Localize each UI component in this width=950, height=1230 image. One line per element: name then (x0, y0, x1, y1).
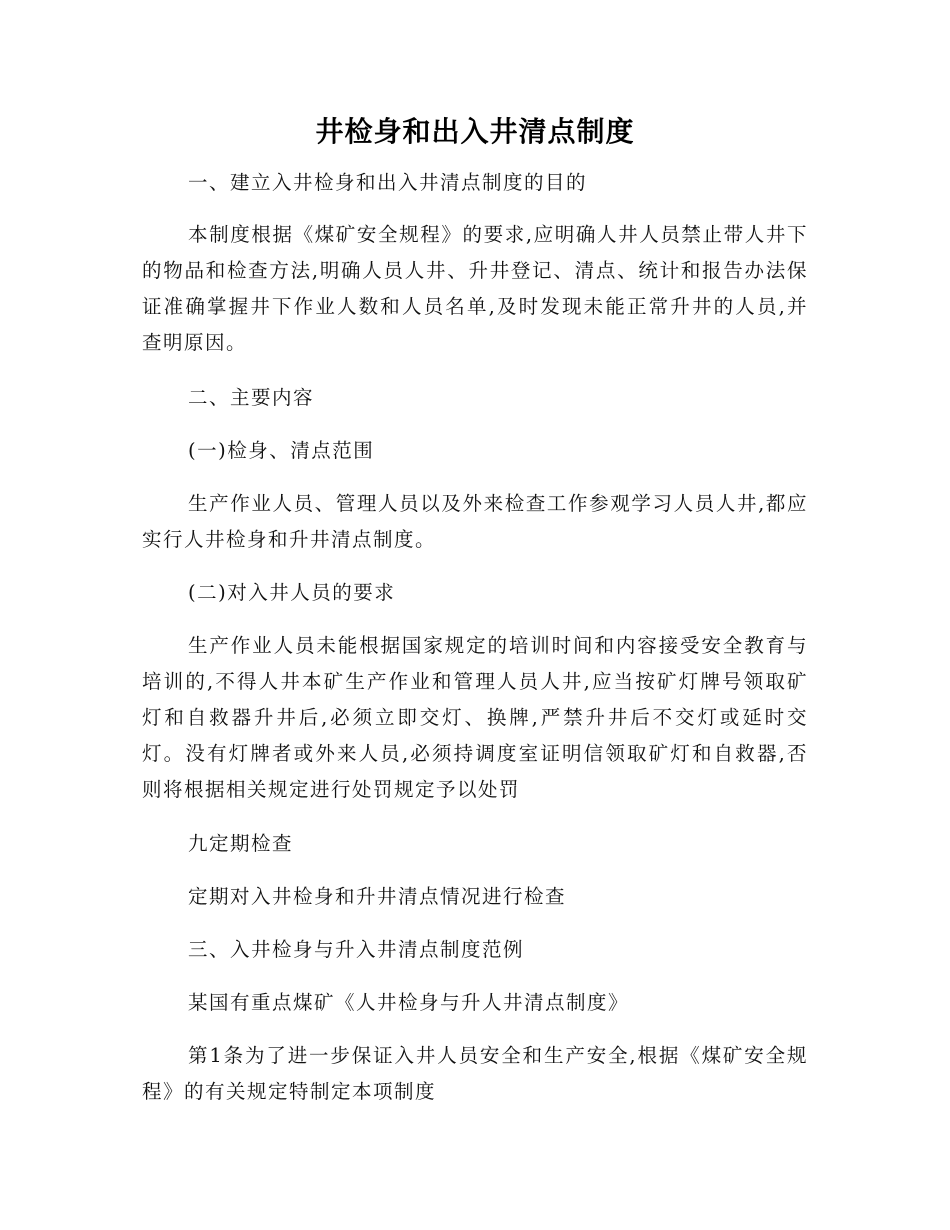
document-title: 井检身和出入井清点制度 (315, 115, 635, 148)
subheading-scope: (一)检身、清点范围 (188, 439, 375, 462)
subheading-periodic-check: 九定期检查 (188, 832, 294, 855)
section-heading-main-content: 二、主要内容 (188, 386, 315, 409)
section-heading-purpose: 一、建立入井检身和出入井清点制度的目的 (188, 171, 588, 194)
section-heading-example: 三、入井检身与升入井清点制度范例 (188, 938, 525, 961)
paragraph-example-title: 某国有重点煤矿《人井检身与升人井清点制度》 (188, 991, 630, 1014)
paragraph-requirements-body: 生产作业人员未能根据国家规定的培训时间和内容接受安全教育与培训的,不得人井本矿生产作业和管理人员人井,应当按矿灯牌号领取矿灯和自救器升井后,必须立即交灯、换牌,严禁升井后不交灯或延时交灯。没有灯牌者或外来人员,必须持调度室证明信领取矿灯和自救器,否则将根据相关规定进行处罚规定予以处罚 (142, 634, 808, 801)
paragraph-periodic-check-body: 定期对入井检身和升井清点情况进行检查 (188, 885, 567, 908)
paragraph-purpose-body: 本制度根据《煤矿安全规程》的要求,应明确人井人员禁止带人井下的物品和检查方法,明确人员人井、升井登记、清点、统计和报告办法保证准确掌握井下作业人数和人员名单,及时发现未能正常升井的人员,并查明原因。 (142, 223, 808, 354)
paragraph-article-1: 第1条为了进一步保证入井人员安全和生产安全,根据《煤矿安全规程》的有关规定特制定本项制度 (142, 1044, 808, 1103)
paragraph-scope-body: 生产作业人员、管理人员以及外来检查工作参观学习人员人井,都应实行人井检身和升井清点制度。 (142, 492, 808, 551)
subheading-requirements: (二)对入井人员的要求 (188, 581, 396, 604)
